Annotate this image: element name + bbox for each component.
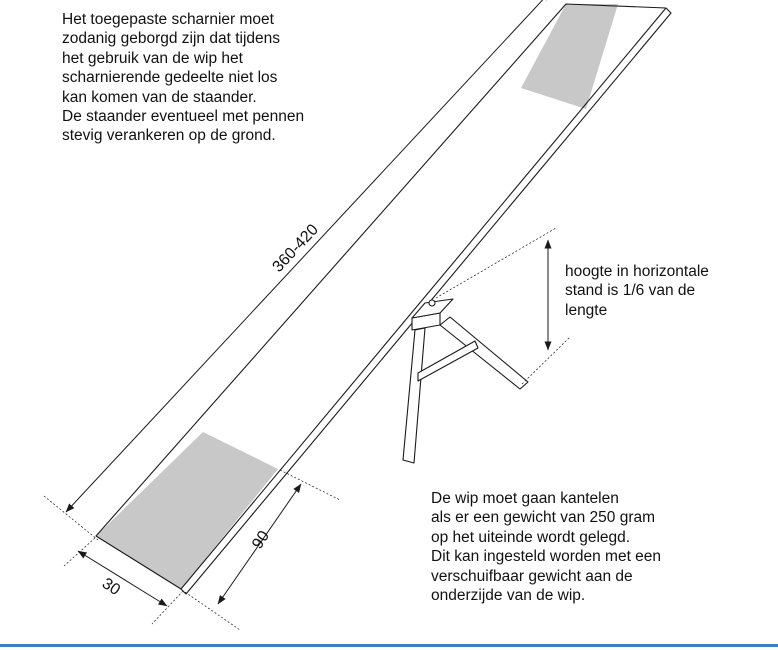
seat-length-extension-top: [280, 470, 340, 500]
balance-note-line: als er een gewicht van 250 gram: [431, 509, 656, 527]
hinge-pin-icon: [429, 300, 435, 306]
balance-note-line: onderzijde van de wip.: [431, 587, 586, 605]
width-extension-right: [152, 591, 183, 624]
stand-cross-brace: [418, 341, 478, 381]
hinge-stand: [403, 299, 528, 463]
length-dimension: [44, 0, 550, 540]
width-extension-left: [64, 538, 95, 566]
height-extension-bottom: [522, 337, 570, 384]
balance-note-line: verschuifbaar gewicht aan de: [431, 567, 633, 585]
balance-note-line: op het uiteinde wordt gelegd.: [431, 528, 631, 546]
stand-front-leg: [403, 328, 425, 463]
seat-length-extension-bottom: [185, 592, 240, 630]
height-note-line: lengte: [565, 301, 608, 319]
width-dimension-label: 30: [98, 575, 124, 600]
hinge-note-line: De staander eventueel met pennen: [62, 108, 305, 126]
seat-length-label: 90: [249, 527, 274, 553]
hinge-note-line: het gebruik van de wip het: [62, 49, 243, 67]
length-dimension-line: [66, 0, 550, 512]
height-note-line: hoogte in horizontale: [565, 263, 709, 280]
hinge-note-line: kan komen van de staander.: [62, 88, 257, 106]
seesaw-board: [96, 4, 671, 594]
near-seat-area: [96, 432, 278, 589]
height-extension-top: [436, 228, 556, 298]
hinge-note-line: scharnierende gedeelte niet los: [62, 69, 278, 87]
hinge-note-line: stevig verankeren op de grond.: [62, 127, 276, 145]
hinge-note-line: zodanig geborgd zijn dat tijdens: [62, 30, 281, 48]
balance-note-line: De wip moet gaan kantelen: [431, 490, 619, 507]
length-dimension-label: 360-420: [269, 221, 322, 276]
balance-note-line: Dit kan ingesteld worden met een: [431, 548, 662, 566]
length-extension-line: [44, 496, 98, 540]
height-note-line: stand is 1/6 van de: [565, 282, 696, 300]
hinge-note-line: Het toegepaste scharnier moet: [62, 11, 274, 28]
board-side-face: [181, 8, 671, 594]
bottom-rule: [0, 644, 778, 647]
